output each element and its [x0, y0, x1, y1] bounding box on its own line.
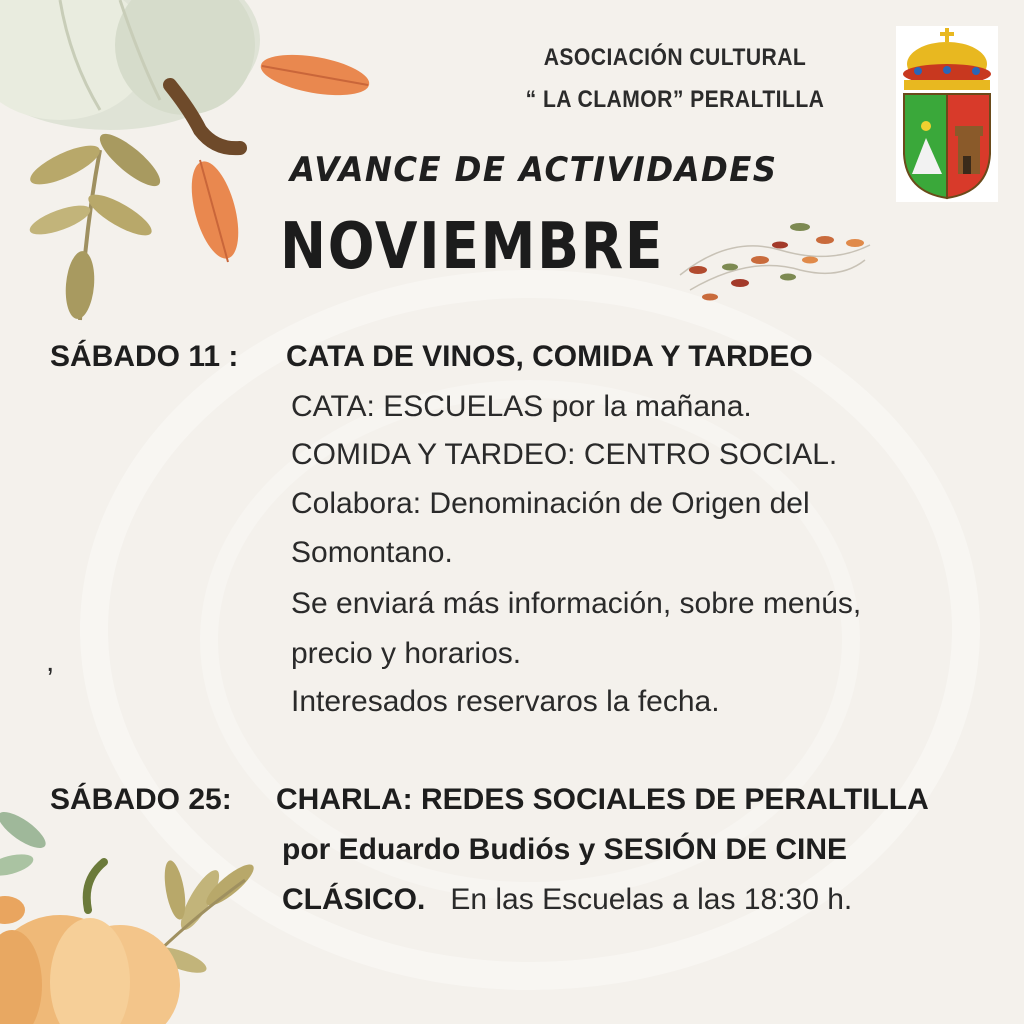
stray-comma: ,: [46, 645, 55, 678]
event-1-detail: Interesados reservaros la fecha.: [291, 685, 720, 718]
event-2-date: SÁBADO 25:: [50, 783, 232, 816]
event-2-title: CHARLA: REDES SOCIALES DE PERALTILLA: [276, 783, 929, 816]
page-title: NOVIEMBRE: [280, 210, 665, 284]
event-1-detail: COMIDA Y TARDEO: CENTRO SOCIAL.: [291, 438, 838, 471]
event-1-date: SÁBADO 11 :: [50, 340, 239, 373]
event-1-detail: Se enviará más información, sobre menús,: [291, 587, 862, 620]
leaf-swirl-icon: [670, 215, 880, 310]
event-1-detail: CATA: ESCUELAS por la mañana.: [291, 390, 752, 423]
event-2-location: En las Escuelas a las 18:30 h.: [425, 883, 853, 916]
coat-of-arms: [896, 26, 998, 202]
event-1-detail: Somontano.: [291, 536, 453, 569]
coat-of-arms-icon: [896, 26, 998, 202]
organization-name: ASOCIACIÓN CULTURAL: [543, 44, 807, 71]
orange-pumpkin-icon: [0, 810, 260, 1024]
event-2-title-end: CLÁSICO.: [282, 883, 426, 916]
event-2-location-line: [282, 883, 852, 917]
event-1-detail: Colabora: Denominación de Origen del: [291, 487, 810, 520]
event-1-detail: precio y horarios.: [291, 637, 522, 670]
event-1-title: CATA DE VINOS, COMIDA Y TARDEO: [286, 340, 813, 373]
page-subtitle: AVANCE DE ACTIVIDADES: [290, 150, 778, 190]
event-2-title-continued: por Eduardo Budiós y SESIÓN DE CINE: [282, 833, 848, 866]
organization-subname: “ LA CLAMOR” PERALTILLA: [525, 86, 825, 113]
